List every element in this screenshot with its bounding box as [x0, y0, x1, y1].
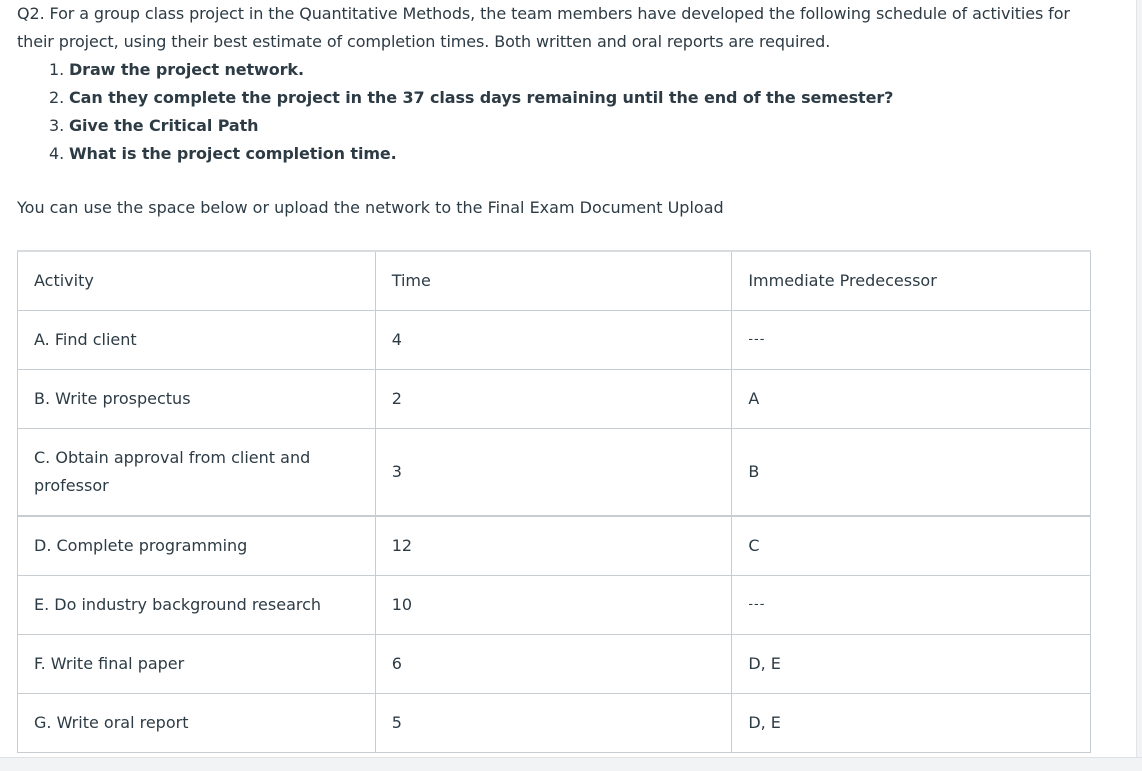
task-number: 2. — [49, 88, 65, 107]
cell-predecessor: D, E — [732, 693, 1091, 752]
cell-activity: E. Do industry background research — [18, 575, 376, 634]
horizontal-scrollbar[interactable] — [0, 757, 1142, 771]
table-header-row — [18, 251, 1091, 310]
cell-activity: F. Write final paper — [18, 634, 376, 693]
task-item — [49, 140, 1097, 168]
upload-hint: You can use the space below or upload the network to the Final Exam Document Upload — [17, 198, 724, 217]
vertical-scrollbar[interactable] — [1136, 0, 1142, 757]
task-text: Draw the project network. — [69, 60, 304, 79]
table-row — [18, 516, 1091, 575]
cell-activity: A. Find client — [18, 310, 376, 369]
task-number: 4. — [49, 144, 65, 163]
task-item — [49, 84, 1097, 112]
question-block — [17, 0, 1097, 168]
task-item — [49, 56, 1097, 84]
cell-activity: B. Write prospectus — [18, 369, 376, 428]
cell-activity: G. Write oral report — [18, 693, 376, 752]
table-row — [18, 693, 1091, 752]
cell-activity: D. Complete programming — [18, 516, 376, 575]
cell-predecessor: C — [732, 516, 1091, 575]
table-row — [18, 369, 1091, 428]
task-list — [17, 56, 1097, 168]
task-number: 1. — [49, 60, 65, 79]
table-row — [18, 634, 1091, 693]
cell-time: 2 — [375, 369, 732, 428]
cell-time: 3 — [375, 428, 732, 516]
task-item — [49, 112, 1097, 140]
task-number: 3. — [49, 116, 65, 135]
cell-time: 6 — [375, 634, 732, 693]
header-activity: Activity — [18, 251, 376, 310]
task-text: Give the Critical Path — [69, 116, 259, 135]
table-row — [18, 310, 1091, 369]
table-row — [18, 575, 1091, 634]
cell-predecessor: --- — [732, 310, 1091, 369]
cell-predecessor: --- — [732, 575, 1091, 634]
cell-predecessor: D, E — [732, 634, 1091, 693]
task-text: What is the project completion time. — [69, 144, 397, 163]
cell-time: 5 — [375, 693, 732, 752]
cell-predecessor: B — [732, 428, 1091, 516]
task-text: Can they complete the project in the 37 class days remaining until the end of the semester? — [69, 88, 894, 107]
cell-time: 12 — [375, 516, 732, 575]
header-predecessor: Immediate Predecessor — [732, 251, 1091, 310]
question-text: Q2. For a group class project in the Quantitative Methods, the team members have developed the following schedule of activities for their project, using their best estimate of completion times. Both written and oral reports are required. — [17, 4, 1070, 51]
cell-time: 4 — [375, 310, 732, 369]
activity-schedule-table — [17, 250, 1091, 753]
header-time: Time — [375, 251, 732, 310]
table-row — [18, 428, 1091, 516]
cell-activity: C. Obtain approval from client and professor — [18, 428, 376, 516]
cell-predecessor: A — [732, 369, 1091, 428]
cell-time: 10 — [375, 575, 732, 634]
